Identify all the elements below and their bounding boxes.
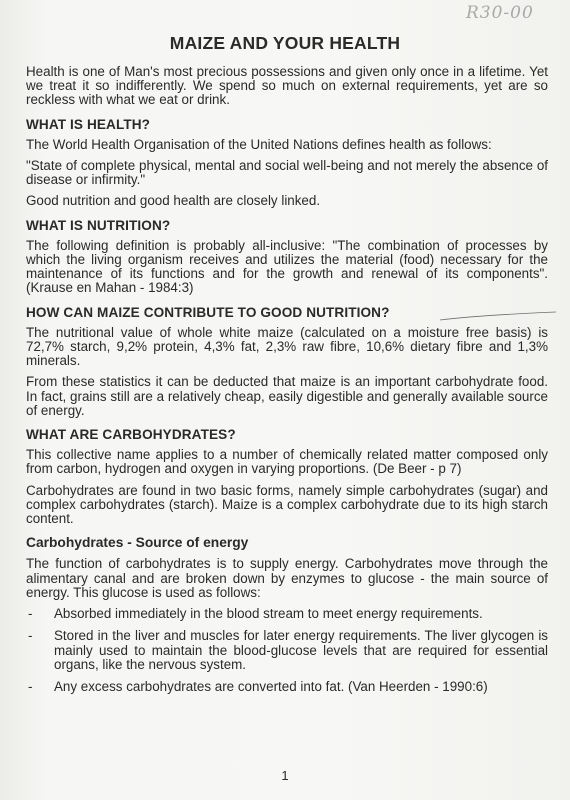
handwritten-price-note: R30-00 bbox=[466, 3, 534, 23]
subsection-heading-energy: Carbohydrates - Source of energy bbox=[26, 535, 249, 551]
page-title: MAIZE AND YOUR HEALTH bbox=[169, 33, 401, 53]
section-heading-maize-nutrition: HOW CAN MAIZE CONTRIBUTE TO GOOD NUTRITION? bbox=[26, 304, 390, 320]
list-item-text: Absorbed immediately in the blood stream to meet energy requirements. bbox=[54, 606, 483, 622]
paragraph: This collective name applies to a number of chemically related matter composed only from carbon, hydrogen and oxygen in varying proportions. (De Beer - p 7) bbox=[26, 447, 548, 477]
list-item bbox=[26, 680, 548, 694]
bullet-dash: - bbox=[28, 678, 33, 694]
list-item-text: Stored in the liver and muscles for later energy requirements. The liver glycogen is mainly used to maintain the blood-glucose levels that are required for essential organs, like the nervous system. bbox=[54, 628, 548, 672]
bullet-dash: - bbox=[28, 606, 33, 622]
quote-paragraph: "State of complete physical, mental and social well-being and not merely the absence of disease or infirmity." bbox=[26, 158, 548, 188]
energy-use-list bbox=[26, 607, 548, 694]
paragraph: The function of carbohydrates is to supply energy. Carbohydrates move through the alimentary canal and are broken down by enzymes to glucose - the main source of energy. This glucose is used as follows: bbox=[26, 556, 548, 600]
list-item bbox=[26, 607, 548, 621]
list-item bbox=[26, 629, 548, 672]
paragraph: The nutritional value of whole white maize (calculated on a moisture free basis) is 72,7% starch, 9,2% protein, 4,3% fat, 2,3% raw fibre, 10,6% dietary fibre and 1,3% minerals. bbox=[26, 324, 548, 369]
section-heading-carbohydrates: WHAT ARE CARBOHYDRATES? bbox=[26, 427, 236, 443]
section-heading-health: WHAT IS HEALTH? bbox=[26, 116, 151, 132]
document-body bbox=[26, 65, 548, 702]
list-item-text: Any excess carbohydrates are converted into fat. (Van Heerden - 1990:6) bbox=[54, 678, 488, 694]
intro-paragraph: Health is one of Man's most precious possessions and given only once in a lifetime. Yet we treat it so indifferently. We spend so much on external requirements, yet are so reckless with what we eat or drink. bbox=[26, 64, 548, 108]
page-number: 1 bbox=[281, 768, 289, 783]
paragraph: From these statistics it can be deducted that maize is an important carbohydrate food. In fact, grains still are a relatively cheap, easily digestible and generally available source of energy. bbox=[26, 374, 548, 418]
paragraph: Good nutrition and good health are closely linked. bbox=[26, 193, 321, 209]
section-heading-nutrition: WHAT IS NUTRITION? bbox=[26, 217, 171, 233]
bullet-dash: - bbox=[28, 628, 33, 644]
paragraph: Carbohydrates are found in two basic forms, namely simple carbohydrates (sugar) and complex carbohydrates (starch). Maize is a complex carbohydrate due to its high starch content. bbox=[26, 482, 548, 527]
paragraph: The World Health Organisation of the United Nations defines health as follows: bbox=[26, 136, 492, 152]
paragraph: The following definition is probably all-inclusive: "The combination of processes by which the living organism receives and utilizes the material (food) necessary for the maintenance of its functions and for the growth and renewal of its components". (Krause en Mahan - 1984:3) bbox=[26, 237, 548, 296]
